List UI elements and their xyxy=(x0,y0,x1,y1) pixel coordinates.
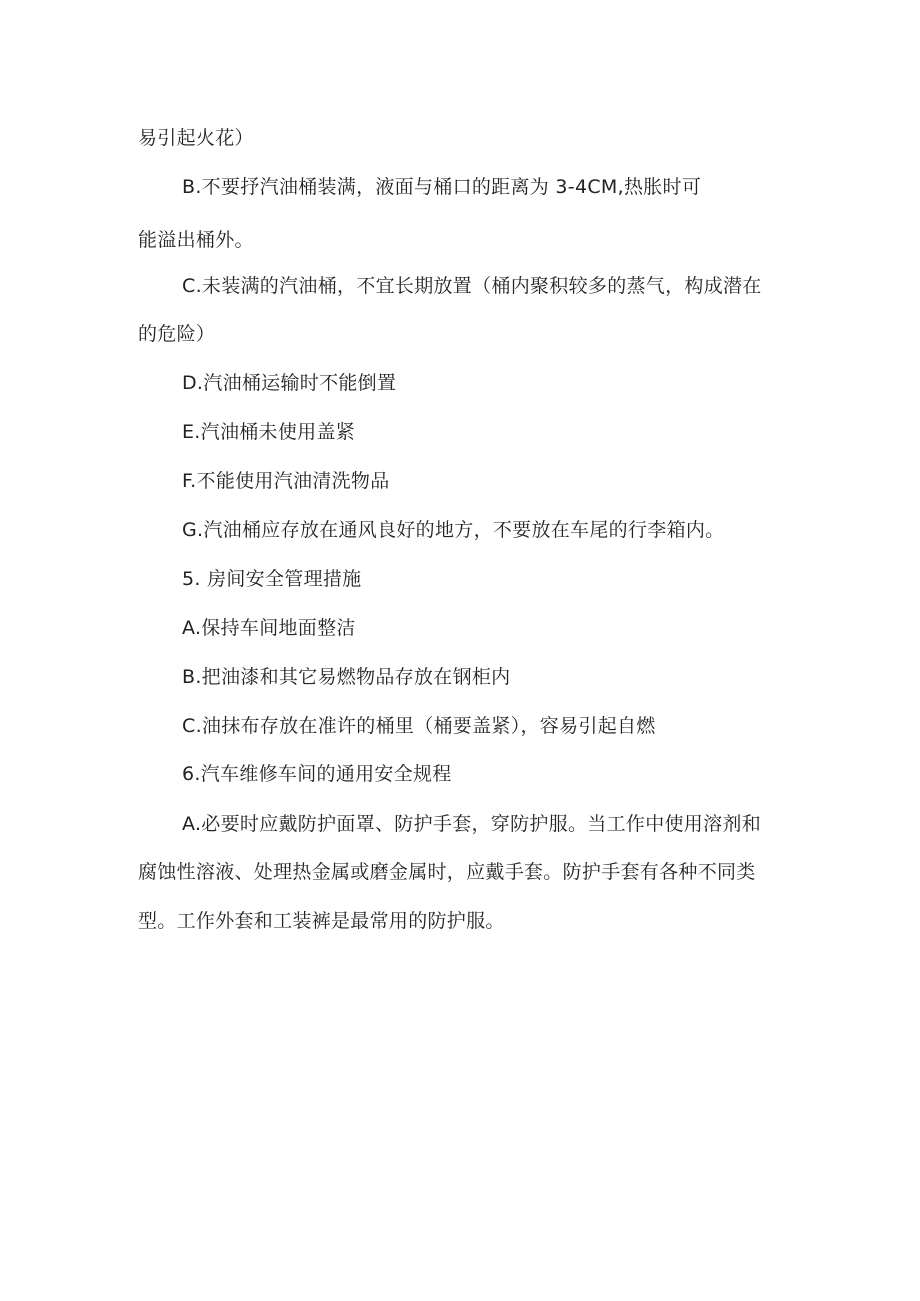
text-line: E.汽油桶未使用盖紧 xyxy=(182,421,356,443)
text-line: D.汽油桶运输时不能倒置 xyxy=(182,372,397,394)
text-line: F.不能使用汽油清洗物品 xyxy=(182,470,390,492)
text-line: C.油抹布存放在准许的桶里（桶要盖紧），容易引起自燃 xyxy=(182,715,656,737)
text-line: C.未装满的汽油桶，不宜长期放置（桶内聚积较多的蒸气，构成潜在 xyxy=(182,275,762,297)
text-line: 腐蚀性溶液、处理热金属或磨金属时，应戴手套。防护手套有各种不同类 xyxy=(138,861,756,883)
section-heading: 5. 房间安全管理措施 xyxy=(182,568,362,590)
text-line: 的危险） xyxy=(138,323,216,345)
text-line: 能溢出桶外。 xyxy=(138,229,254,251)
section-heading: 6.汽车维修车间的通用安全规程 xyxy=(182,763,452,785)
text-line: 易引起火花） xyxy=(138,127,254,149)
text-line: B.不要抒汽油桶装满，液面与桶口的距离为 3-4CM,热胀时可 xyxy=(182,176,702,198)
text-line: B.把油漆和其它易燃物品存放在钢柜内 xyxy=(182,666,511,688)
text-line: A.保持车间地面整洁 xyxy=(182,617,356,639)
text-line: 型。工作外套和工装裤是最常用的防护服。 xyxy=(138,910,505,932)
text-line: G.汽油桶应存放在通风良好的地方，不要放在车尾的行李箱内。 xyxy=(182,519,725,541)
text-line: A.必要时应戴防护面罩、防护手套，穿防护服。当工作中使用溶剂和 xyxy=(182,813,762,835)
